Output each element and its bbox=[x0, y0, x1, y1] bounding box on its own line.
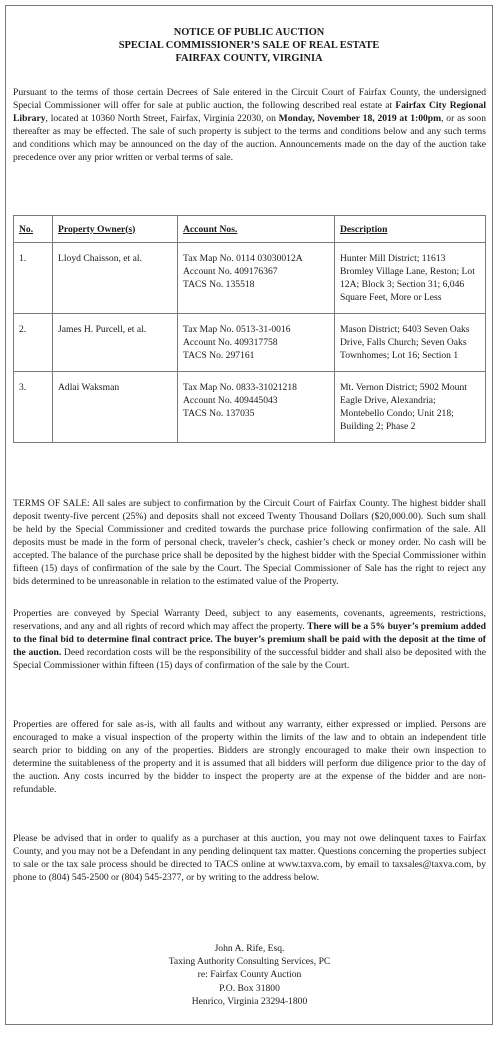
account-number: Account No. 409317758 bbox=[183, 337, 278, 348]
property-table bbox=[13, 215, 486, 443]
tacs-number: TACS No. 297161 bbox=[183, 350, 255, 361]
as-is-paragraph: Properties are offered for sale as-is, with all faults and without any warranty, either expressed or implied. Persons are encouraged to make a visual inspection of the property within the limits of the law and to obtain an independent title search prior to bidding on any of the properties. Bidders are strongly encouraged to make their own inspection to determine the suitableness of the property and it is assumed that all bidders will perform due diligence prior to the day of the auction. Any costs incurred by the bidder to inspect the property are at the expense of the bidder and are non-refundable. bbox=[13, 719, 486, 795]
buyers-premium-notice: There will be a 5% buyer’s premium added to the final bid to determine final contract price. The buyer’s premium shall be paid with the deposit at the time of the auction. bbox=[13, 621, 486, 658]
row-account bbox=[178, 314, 335, 372]
table-row bbox=[14, 314, 486, 372]
intro-paragraph: Pursuant to the terms of those certain Decrees of Sale entered in the Circuit Court of Fairfax County, the undersigned Special Commissioner will offer for sale at public auction, the following described real estate at Fairfax City Regional Library, located at 10360 North Street, Fairfax, Virginia 22030, on Monday, November 18, 2019 at 1:00pm, or as soon thereafter as may be effected. The sale of such property is subject to the terms and conditions below and any such terms and conditions which may be announced on the day of the auction. Announcements made on the day of the auction take precedence over any prior written or verbal terms of sale. bbox=[13, 87, 487, 163]
notice-header bbox=[6, 6, 492, 65]
auction-datetime: Monday, November 18, 2019 at 1:00pm bbox=[278, 113, 442, 124]
account-number: Account No. 409445043 bbox=[183, 395, 278, 406]
row-owner: Adlai Waksman bbox=[53, 372, 178, 443]
tacs-number: TACS No. 137035 bbox=[183, 408, 255, 419]
table-row bbox=[14, 372, 486, 443]
column-header-owner: Property Owner(s) bbox=[53, 216, 178, 243]
qualification-paragraph: Please be advised that in order to qualify as a purchaser at this auction, you may not owe delinquent taxes to Fairfax County, and you may not be a Defendant in any pending delinquent tax matter. Questions concerning the properties subject to sale or the tax sale process should be directed to TACS online at www.taxva.com, by email to taxsales@taxva.com, by phone to (804) 545-2500 or (804) 545-2377, or by writing to the address below. bbox=[13, 833, 486, 883]
notice-subtitle: SPECIAL COMMISSIONER’S SALE OF REAL ESTATE bbox=[118, 40, 380, 51]
tax-map-number: Tax Map No. 0833-31021218 bbox=[183, 382, 297, 393]
conveyance-paragraph: Properties are conveyed by Special Warranty Deed, subject to any easements, covenants, agreements, restrictions, reservations, and any and all rights of record which may affect the property. There will be a 5% buyer’s premium added to the final bid to determine final contract price. The buyer’s premium shall be paid with the deposit at the time of the auction. Deed recordation costs will be the responsibility of the successful bidder and shall also be deposited with the Special Commissioner within fifteen (15) days of confirmation of the sale by the Court. bbox=[13, 608, 487, 671]
tacs-number: TACS No. 135518 bbox=[183, 279, 255, 290]
notice-title: NOTICE OF PUBLIC AUCTION bbox=[173, 27, 325, 38]
account-number: Account No. 409176367 bbox=[183, 266, 278, 277]
tax-map-number: Tax Map No. 0513-31-0016 bbox=[183, 324, 291, 335]
row-description: Mason District; 6403 Seven Oaks Drive, Falls Church; Seven Oaks Townhomes; Lot 16; Section 1 bbox=[335, 314, 486, 372]
notice-county: FAIRFAX COUNTY, VIRGINIA bbox=[175, 53, 323, 64]
city-state-zip: Henrico, Virginia 23294-1800 bbox=[191, 995, 308, 1007]
terms-of-sale-paragraph: TERMS OF SALE: All sales are subject to confirmation by the Circuit Court of Fairfax County. The highest bidder shall deposit twenty-five percent (25%) and deposits shall not exceed Twenty Thousand Dollars ($20,000.00). Such sum shall be held by the Special Commissioner and credited towards the purchase price following confirmation of the sale. All deposits must be made in the form of personal check, traveler’s check, cashier’s check or money order. No cash will be accepted. The balance of the purchase price shall be deposited by the highest bidder with the Special Commissioner within fifteen (15) days of confirmation of the sale by the Court. The Special Commissioner of Sale has the right to reject any bids determined to be unreasonable in relation to the estimated value of the Property. bbox=[13, 498, 486, 587]
row-owner: Lloyd Chaisson, et al. bbox=[53, 243, 178, 314]
column-header-no: No. bbox=[14, 216, 53, 243]
reference-line: re: Fairfax County Auction bbox=[197, 969, 302, 981]
row-account bbox=[178, 372, 335, 443]
row-account bbox=[178, 243, 335, 314]
auction-notice bbox=[5, 5, 493, 1025]
column-header-description: Description bbox=[335, 216, 486, 243]
po-box: P.O. Box 31800 bbox=[219, 982, 280, 994]
signature-block bbox=[13, 942, 486, 1008]
firm-name: Taxing Authority Consulting Services, PC bbox=[168, 956, 331, 968]
column-header-account: Account Nos. bbox=[178, 216, 335, 243]
row-number: 3. bbox=[14, 372, 53, 443]
row-description: Hunter Mill District; 11613 Bromley Village Lane, Reston; Lot 12A; Block 3; Section 31; 6,046 Square Feet, More or Less bbox=[335, 243, 486, 314]
table-header-row bbox=[14, 216, 486, 243]
row-owner: James H. Purcell, et al. bbox=[53, 314, 178, 372]
row-number: 2. bbox=[14, 314, 53, 372]
signer-name: John A. Rife, Esq. bbox=[214, 943, 285, 954]
table-row bbox=[14, 243, 486, 314]
tax-map-number: Tax Map No. 0114 03030012A bbox=[183, 253, 303, 264]
auction-venue: Fairfax City Regional Library bbox=[13, 100, 487, 124]
row-description: Mt. Vernon District; 5902 Mount Eagle Drive, Alexandria; Montebello Condo; Unit 218; Building 2; Phase 2 bbox=[335, 372, 486, 443]
row-number: 1. bbox=[14, 243, 53, 314]
